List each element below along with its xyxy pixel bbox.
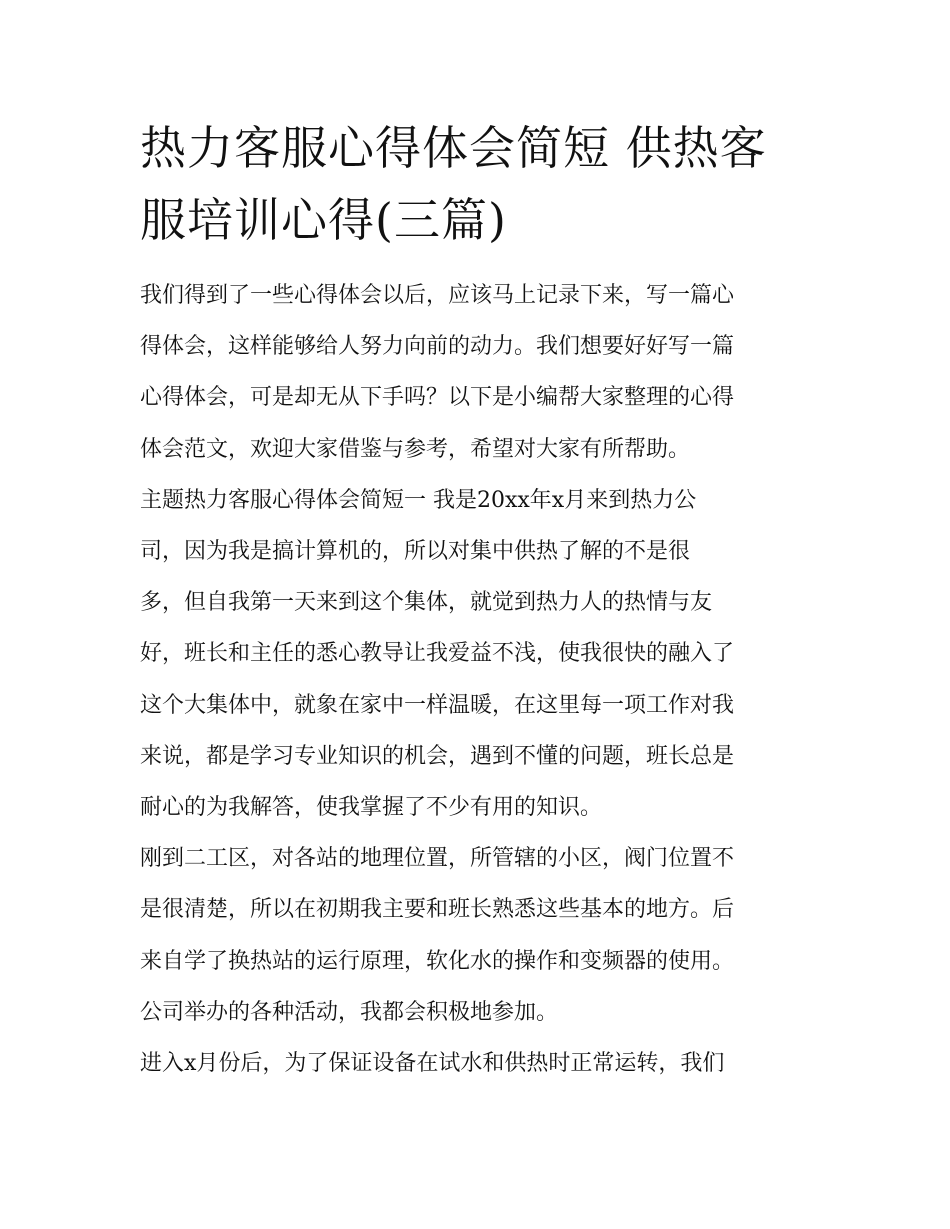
title-line: 服培训心得(三篇) [140,193,507,247]
title-line: 热力客服心得体会简短 供热客 [140,121,767,175]
body-line: 进入x月份后，为了保证设备在试水和供热时正常运转，我们 [140,1051,725,1077]
body-line: 是很清楚，所以在初期我主要和班长熟悉这些基本的地方。后 [140,897,735,923]
document-title [140,112,812,256]
body-line: 多，但自我第一天来到这个集体，就觉到热力人的热情与友 [140,590,713,616]
body-line: 刚到二工区，对各站的地理位置，所管辖的小区，阀门位置不 [140,846,735,872]
body-line: 主题热力客服心得体会简短一 我是20xx年x月来到热力公 [140,487,697,513]
body-line: 来说，都是学习专业知识的机会，遇到不懂的问题，班长总是 [140,743,735,769]
body-line: 心得体会，可是却无从下手吗？以下是小编帮大家整理的心得 [140,385,735,411]
body-line: 来自学了换热站的运行原理，软化水的操作和变频器的使用。 [140,948,735,974]
document-body [140,270,812,1089]
document-content [140,112,812,1089]
body-line: 我们得到了一些心得体会以后，应该马上记录下来，写一篇心 [140,283,735,308]
body-line: 好，班长和主任的悉心教导让我爱益不浅，使我很快的融入了 [140,641,735,667]
body-line: 公司举办的各种活动，我都会积极地参加。 [140,999,559,1025]
body-line: 得体会，这样能够给人努力向前的动力。我们想要好好写一篇 [140,334,735,360]
body-line: 司，因为我是搞计算机的，所以对集中供热了解的不是很 [140,539,691,565]
body-line: 这个大集体中，就象在家中一样温暖，在这里每一项工作对我 [140,692,735,718]
body-line: 体会范文，欢迎大家借鉴与参考，希望对大家有所帮助。 [140,436,691,462]
body-line: 耐心的为我解答，使我掌握了不少有用的知识。 [140,795,603,821]
